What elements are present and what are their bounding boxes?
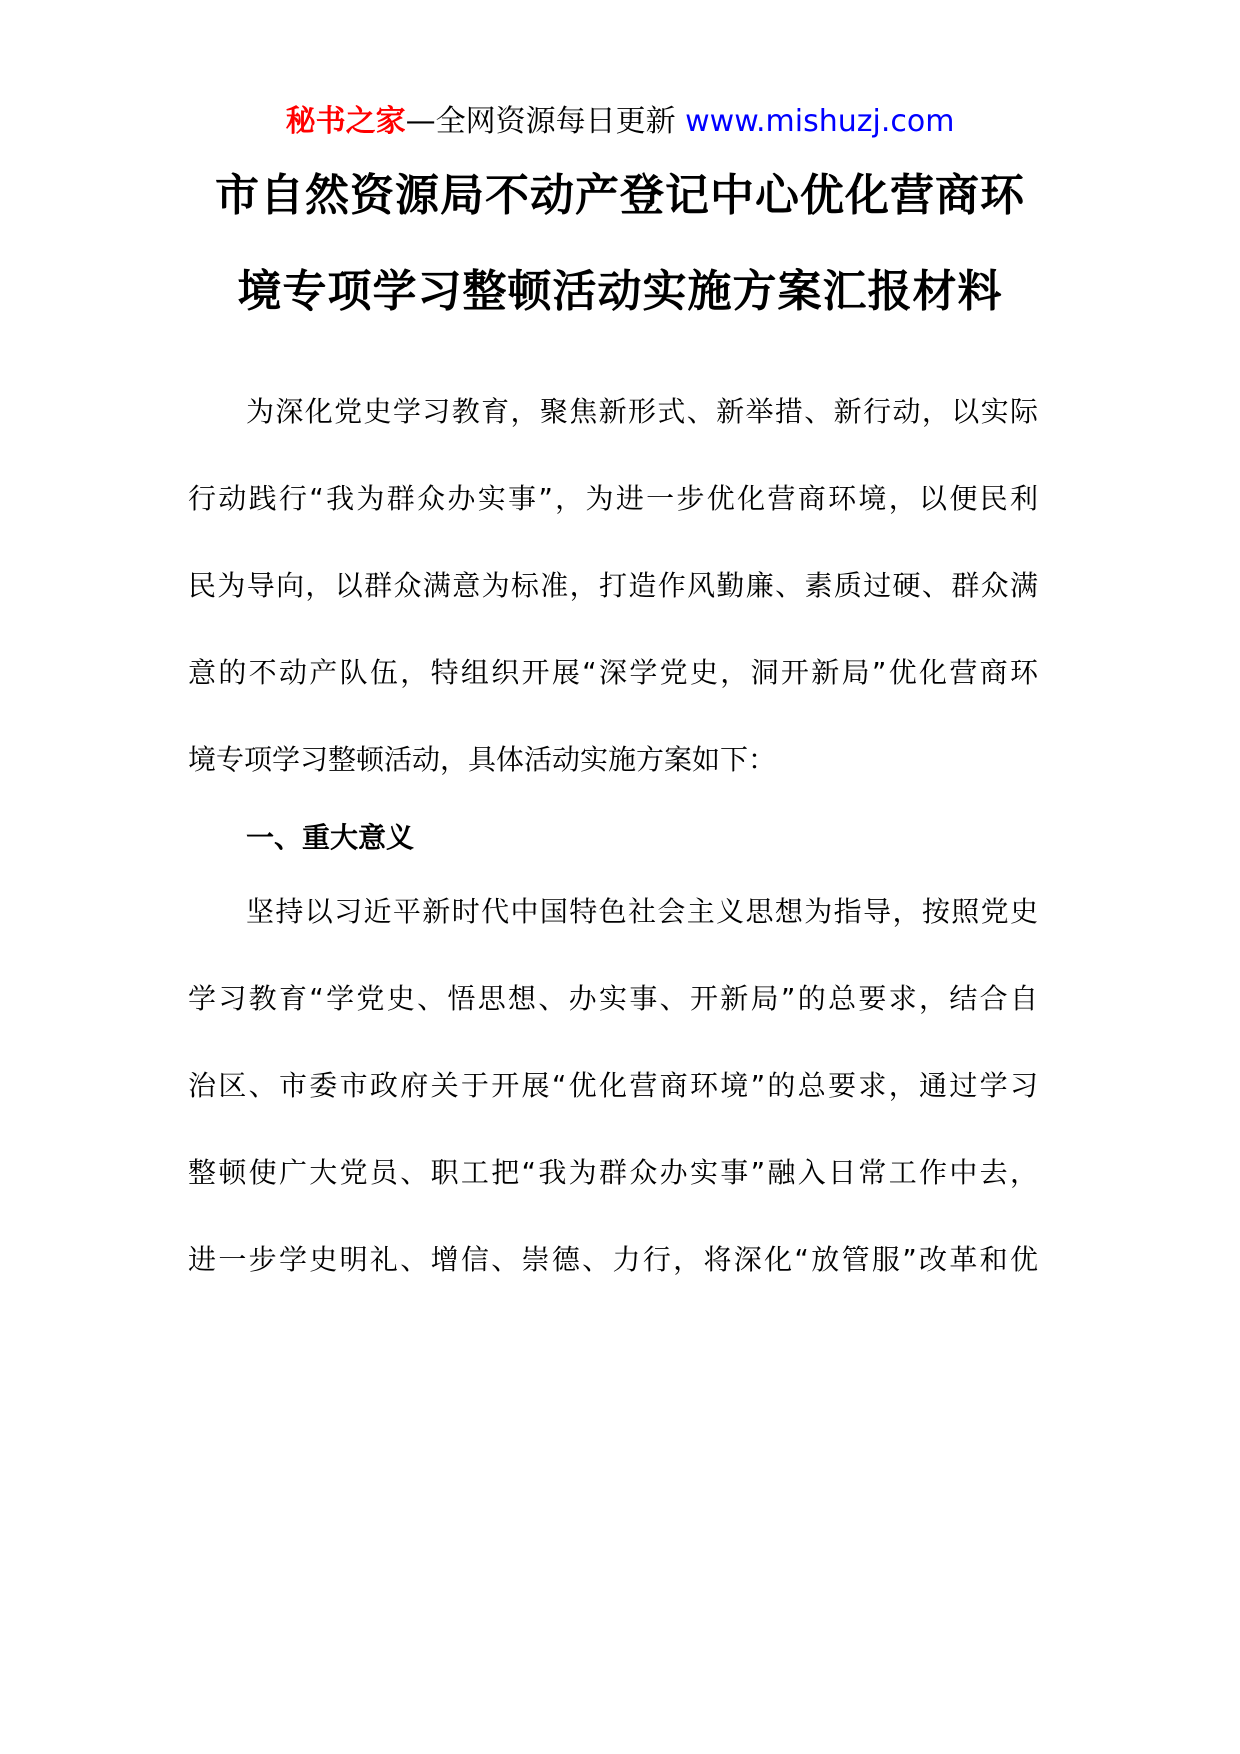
paragraph-2-line-3: 治区、市委市政府关于开展“优化营商环境”的总要求，通过学习 [188, 1069, 1038, 1102]
document-title-line-2: 境专项学习整顿活动实施方案汇报材料 [237, 266, 1003, 317]
section-heading: 一、重大意义 [246, 821, 415, 854]
paragraph-1-line-5: 境专项学习整顿活动，具体活动实施方案如下： [188, 743, 777, 776]
banner-url[interactable]: www.mishuzj.com [685, 104, 955, 139]
paragraph-1-line-4: 意的不动产队伍，特组织开展“深学党史，洞开新局”优化营商环 [188, 656, 1038, 689]
paragraph-2-line-2: 学习教育“学党史、悟思想、办实事、开新局”的总要求，结合自 [188, 982, 1038, 1015]
banner-tagline: —全网资源每日更新 [405, 104, 686, 139]
header-banner [0, 102, 1240, 142]
paragraph-1-line-1: 为深化党史学习教育，聚焦新形式、新举措、新行动，以实际 [246, 395, 1038, 428]
paragraph-2-line-1: 坚持以习近平新时代中国特色社会主义思想为指导，按照党史 [246, 895, 1038, 928]
paragraph-1-line-2: 行动践行“我为群众办实事”，为进一步优化营商环境，以便民利 [188, 482, 1038, 515]
document-title-line-1: 市自然资源局不动产登记中心优化营商环 [215, 170, 1025, 221]
paragraph-1-line-3: 民为导向，以群众满意为标准，打造作风勤廉、素质过硬、群众满 [188, 569, 1038, 602]
paragraph-2-line-5: 进一步学史明礼、增信、崇德、力行，将深化“放管服”改革和优 [188, 1243, 1038, 1276]
banner-brand: 秘书之家 [285, 104, 406, 139]
paragraph-2-line-4: 整顿使广大党员、职工把“我为群众办实事”融入日常工作中去， [188, 1156, 1038, 1189]
